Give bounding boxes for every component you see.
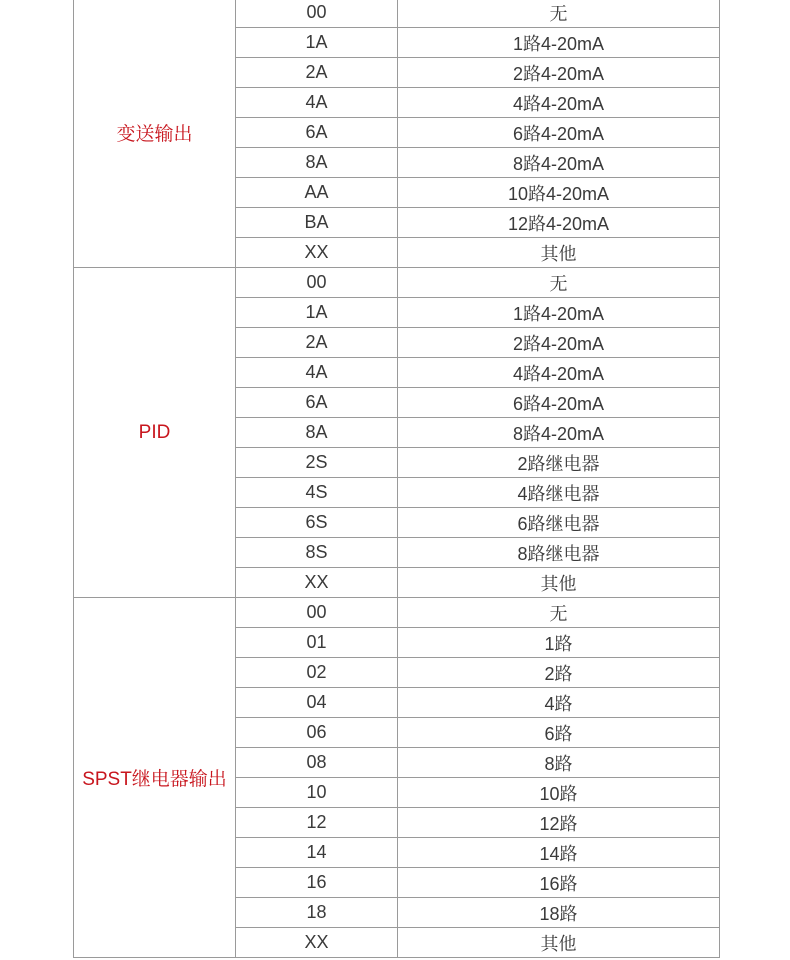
code-cell: 6A	[236, 388, 398, 418]
description-cell: 其他	[398, 568, 720, 598]
code-cell: 6A	[236, 118, 398, 148]
description-cell: 2路	[398, 658, 720, 688]
description-cell: 4路继电器	[398, 478, 720, 508]
description-cell: 8路	[398, 748, 720, 778]
group-label: SPST继电器输出	[74, 598, 236, 958]
code-cell: XX	[236, 928, 398, 958]
code-cell: 8A	[236, 148, 398, 178]
description-cell: 18路	[398, 898, 720, 928]
description-cell: 14路	[398, 838, 720, 868]
code-cell: 4S	[236, 478, 398, 508]
spec-table-body	[74, 0, 720, 958]
code-cell: 1A	[236, 28, 398, 58]
description-cell: 12路	[398, 808, 720, 838]
description-cell: 2路4-20mA	[398, 328, 720, 358]
description-cell: 8路继电器	[398, 538, 720, 568]
code-cell: BA	[236, 208, 398, 238]
description-cell: 1路4-20mA	[398, 28, 720, 58]
description-cell: 4路	[398, 688, 720, 718]
description-cell: 无	[398, 268, 720, 298]
code-cell: XX	[236, 238, 398, 268]
code-cell: 2S	[236, 448, 398, 478]
table-row	[74, 0, 720, 28]
description-cell: 1路4-20mA	[398, 298, 720, 328]
code-cell: 4A	[236, 88, 398, 118]
description-cell: 1路	[398, 628, 720, 658]
code-cell: 6S	[236, 508, 398, 538]
code-cell: 00	[236, 598, 398, 628]
description-cell: 无	[398, 598, 720, 628]
description-cell: 4路4-20mA	[398, 358, 720, 388]
description-cell: 12路4-20mA	[398, 208, 720, 238]
spec-table	[73, 0, 720, 958]
description-cell: 2路继电器	[398, 448, 720, 478]
description-cell: 6路	[398, 718, 720, 748]
code-cell: 06	[236, 718, 398, 748]
description-cell: 10路	[398, 778, 720, 808]
description-cell: 2路4-20mA	[398, 58, 720, 88]
code-cell: 2A	[236, 58, 398, 88]
description-cell: 无	[398, 0, 720, 28]
description-cell: 其他	[398, 928, 720, 958]
description-cell: 16路	[398, 868, 720, 898]
description-cell: 8路4-20mA	[398, 148, 720, 178]
description-cell: 6路4-20mA	[398, 118, 720, 148]
code-cell: 10	[236, 778, 398, 808]
description-cell: 6路4-20mA	[398, 388, 720, 418]
code-cell: 00	[236, 268, 398, 298]
code-cell: 04	[236, 688, 398, 718]
description-cell: 4路4-20mA	[398, 88, 720, 118]
code-cell: 16	[236, 868, 398, 898]
code-cell: 8S	[236, 538, 398, 568]
code-cell: 08	[236, 748, 398, 778]
code-cell: 4A	[236, 358, 398, 388]
code-cell: 18	[236, 898, 398, 928]
code-cell: 1A	[236, 298, 398, 328]
code-cell: 12	[236, 808, 398, 838]
code-cell: 00	[236, 0, 398, 28]
description-cell: 6路继电器	[398, 508, 720, 538]
code-cell: XX	[236, 568, 398, 598]
code-cell: 02	[236, 658, 398, 688]
table-row	[74, 268, 720, 298]
code-cell: AA	[236, 178, 398, 208]
code-cell: 2A	[236, 328, 398, 358]
group-label: 变送输出	[74, 0, 236, 268]
code-cell: 01	[236, 628, 398, 658]
description-cell: 8路4-20mA	[398, 418, 720, 448]
code-cell: 14	[236, 838, 398, 868]
description-cell: 其他	[398, 238, 720, 268]
code-cell: 8A	[236, 418, 398, 448]
group-label: PID	[74, 268, 236, 598]
table-row	[74, 598, 720, 628]
description-cell: 10路4-20mA	[398, 178, 720, 208]
